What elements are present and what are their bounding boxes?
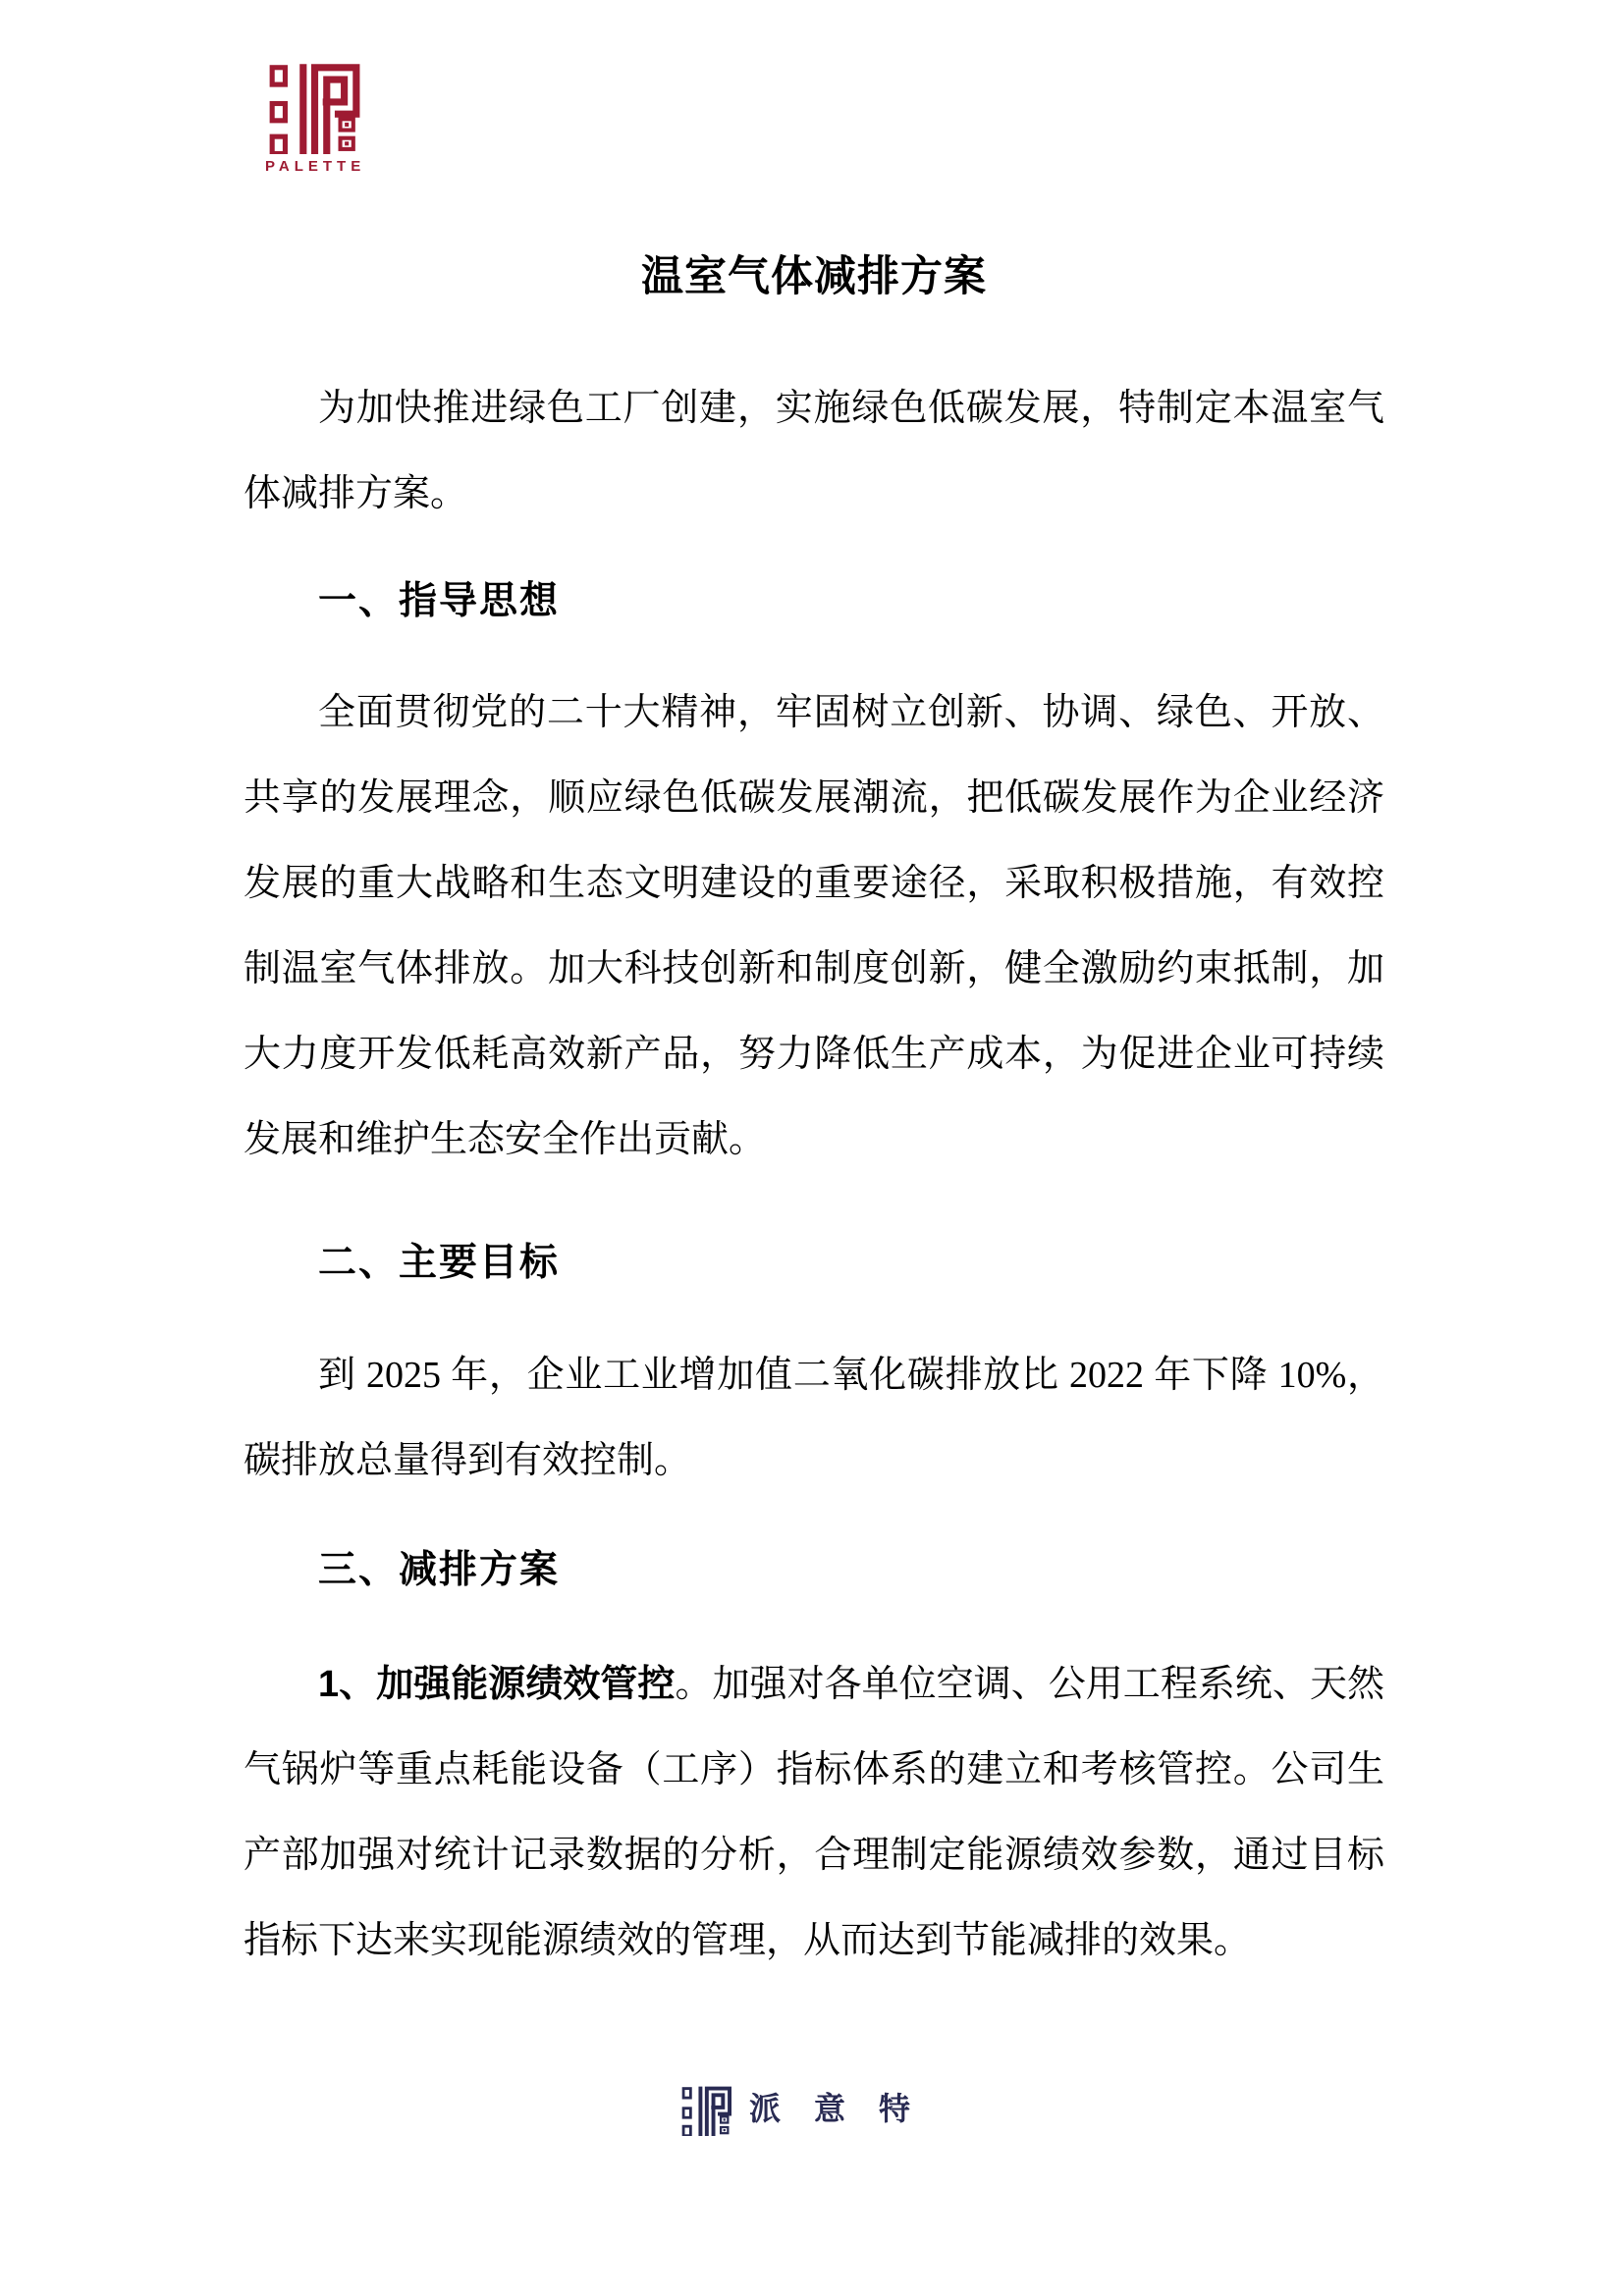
footer-brand-text: 派意特 — [748, 2091, 944, 2126]
intro-paragraph: 为加快推进绿色工厂创建，实施绿色低碳发展，特制定本温室气体减排方案。 — [244, 388, 1384, 514]
document-body — [244, 0, 1384, 1984]
item-1-body-text: 。加强对各单位空调、公用工程系统、天然气锅炉等重点耗能设备（工序）指标体系的建立和考核管控。公司生产部加强对统计记录数据的分析，合理制定能源绩效参数，通过目标指标下达来实现能源绩效的管理，从而达到节能减排的效果。 — [244, 1664, 1384, 1961]
footer-brand — [0, 2081, 1624, 2136]
section-3-item-1 — [244, 1642, 1384, 1984]
section-2-paragraph: 到 2025 年，企业工业增加值二氧化碳排放比 2022 年下降 10%，碳排放总量得到有效控制。 — [244, 1355, 1384, 1481]
section-1-paragraph: 全面贯彻党的二十大精神，牢固树立创新、协调、绿色、开放、共享的发展理念，顺应绿色低碳发展潮流，把低碳发展作为企业经济发展的重大战略和生态文明建设的重要途径，采取积极措施，有效控制温室气体排放。加大科技创新和制度创新，健全激励约束抵制，加大力度开发低耗高效新产品，努力降低生产成本，为促进企业可持续发展和维护生态安全作出贡献。 — [244, 692, 1384, 1160]
palette-logo-text: PALETTE — [265, 158, 366, 175]
paiyite-logo-icon — [680, 2081, 731, 2136]
document-title: 温室气体减排方案 — [641, 254, 987, 300]
item-1-lead-bold: 1、加强能源绩效管控 — [318, 1664, 676, 1705]
section-2-heading: 二、主要目标 — [318, 1242, 561, 1284]
section-1-heading: 一、指导思想 — [318, 580, 561, 622]
section-3-heading: 三、减排方案 — [318, 1549, 561, 1591]
